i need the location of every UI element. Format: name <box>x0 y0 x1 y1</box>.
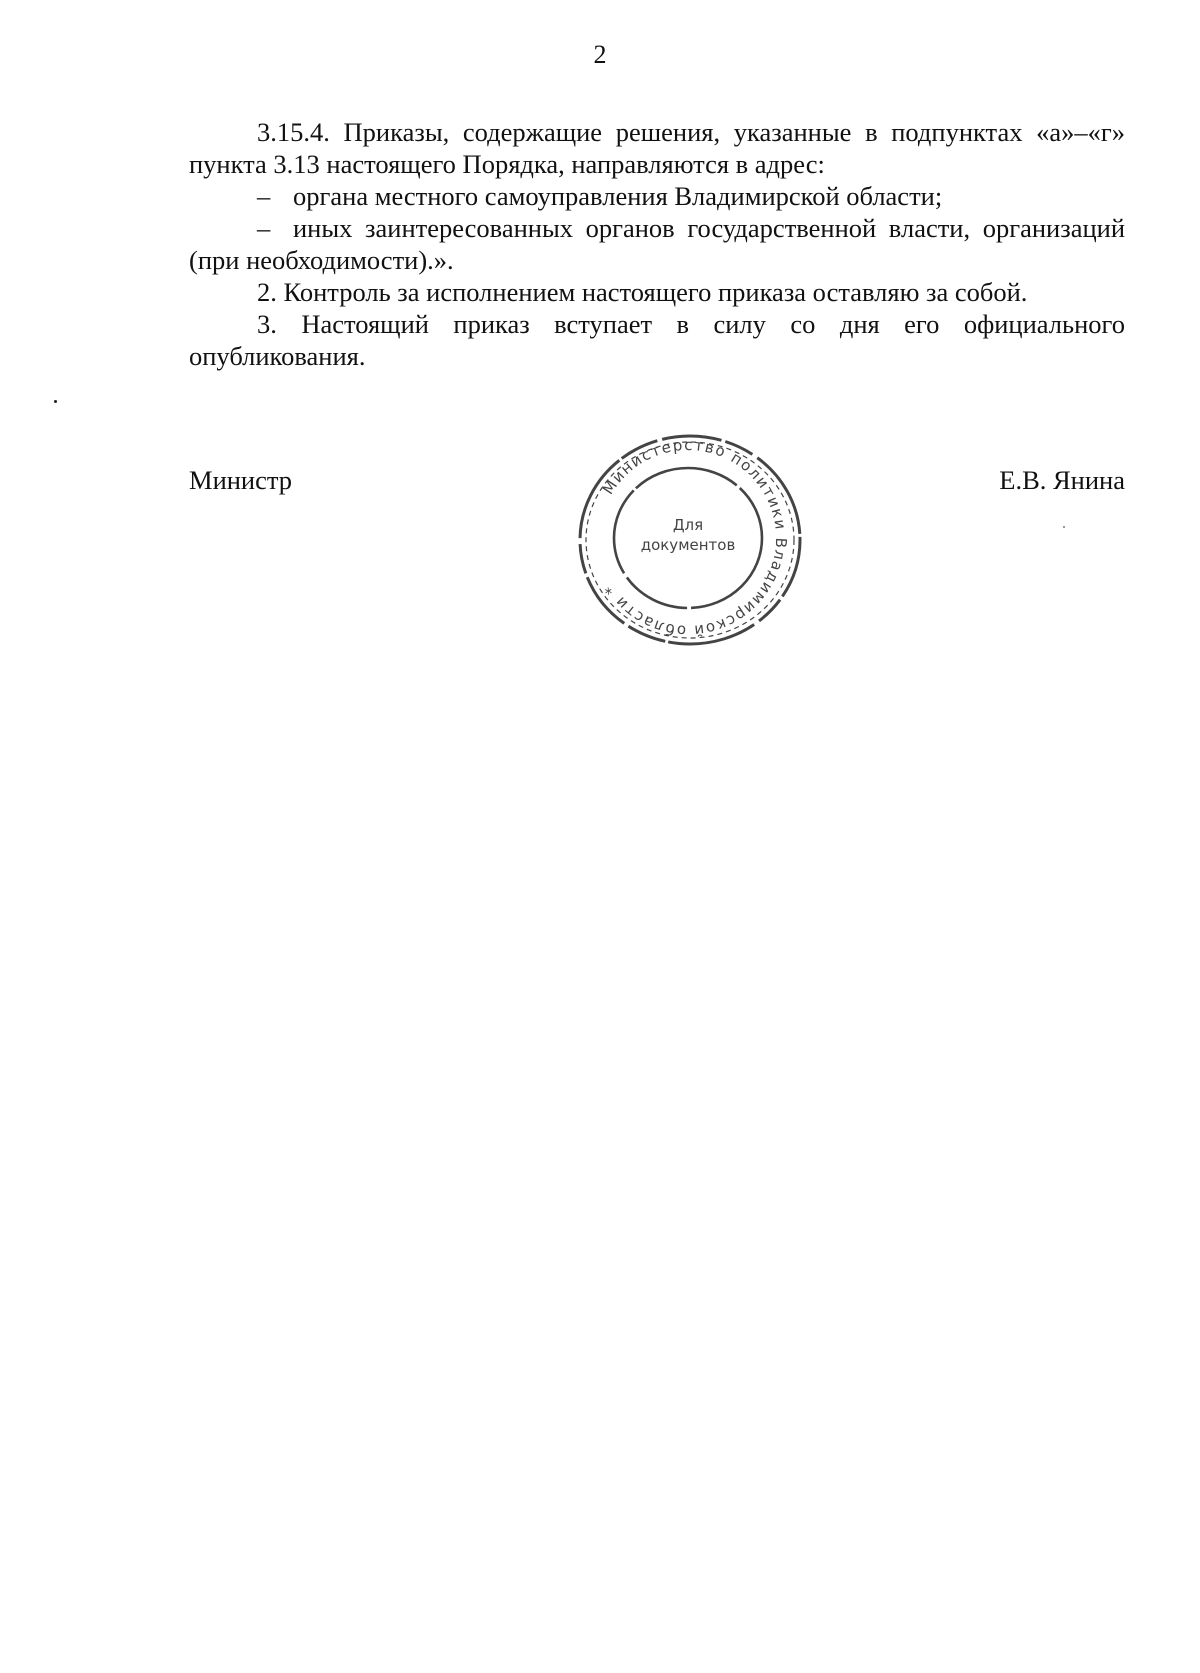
scan-speck <box>54 400 57 403</box>
list-item-other-authorities <box>189 212 1125 276</box>
seal-center-line-1: Для <box>672 516 704 534</box>
signatory-name: Е.В. Янина <box>999 465 1125 495</box>
seal-center-line-2: документов <box>640 536 736 554</box>
official-seal-stamp <box>568 424 808 652</box>
list-item-text: иных заинтересованных органов государственной власти, организаций (при необходимости).». <box>189 213 1125 275</box>
paragraph-2-control: 2. Контроль за исполнением настоящего приказа оставляю за собой. <box>257 277 1028 307</box>
scan-speck <box>1063 526 1065 528</box>
signatory-title: Министр <box>189 465 293 495</box>
dash-bullet: – <box>257 213 271 243</box>
list-item-text: органа местного самоуправления Владимирской области; <box>293 181 943 211</box>
list-item-local-government <box>189 180 1125 212</box>
paragraph-3-15-4: 3.15.4. Приказы, содержащие решения, указанные в подпунктах «а»–«г» пункта 3.13 настоящего Порядка, направляются в адрес: <box>189 117 1125 179</box>
seal-ring-text: Министерство политики Владимирской области * <box>598 435 791 641</box>
dash-bullet: – <box>257 181 271 211</box>
page-number: 2 <box>593 40 607 69</box>
paragraph-3-effective: 3. Настоящий приказ вступает в силу со дня его официального опубликования. <box>189 309 1125 371</box>
document-body <box>189 116 1125 372</box>
